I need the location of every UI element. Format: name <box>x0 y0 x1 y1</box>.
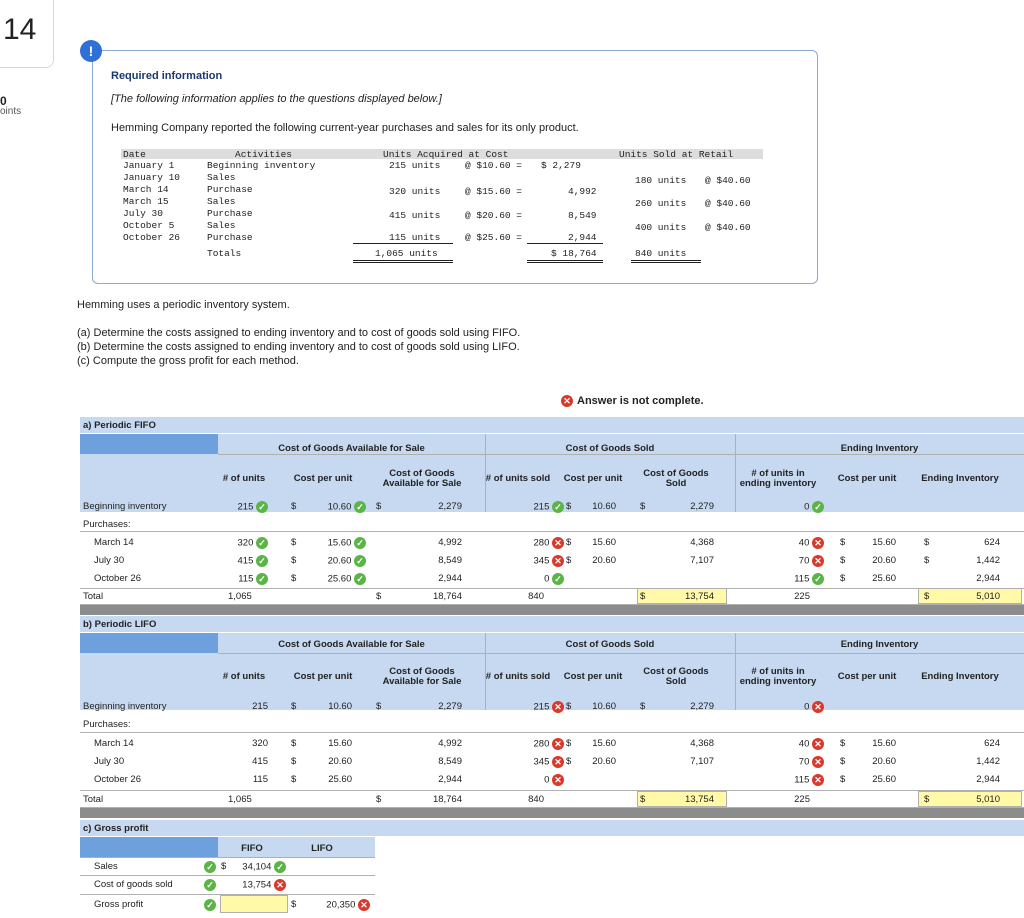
fifo-units[interactable]: 320 ✓ <box>228 537 268 549</box>
row-label-purchases: Purchases: <box>83 519 131 530</box>
col-units-sold: # of units sold <box>485 472 551 484</box>
row-label-total: Total <box>83 794 104 805</box>
fifo-sold[interactable]: 215 ✓ <box>516 501 564 513</box>
dollar-sign: $ <box>291 501 297 512</box>
row-units: 215 units <box>389 160 441 171</box>
section-divider <box>80 808 1024 818</box>
lifo-title: b) Periodic LIFO <box>83 619 157 630</box>
divider <box>218 653 1024 654</box>
dollar-sign: $ <box>640 794 646 805</box>
purchases-table <box>121 149 763 267</box>
row-total: 4,992 <box>568 186 597 197</box>
gross-cogs-fifo[interactable]: 13,754 ✕ <box>232 879 286 891</box>
col-units-sold: # of units sold <box>485 670 551 682</box>
lifo-total-einv: 5,010 <box>976 794 1000 805</box>
lifo-total-cogs: 13,754 <box>684 794 714 805</box>
lifo-end[interactable]: 70 ✕ <box>780 756 824 768</box>
row-activity: Beginning inventory <box>207 160 316 171</box>
lifo-cogs[interactable]: 7,107 <box>690 756 714 767</box>
divider <box>80 875 375 876</box>
instruction-system: Hemming uses a periodic inventory system. <box>77 299 290 311</box>
col-units: # of units <box>222 670 266 682</box>
dollar-sign: $ <box>566 756 572 767</box>
gross-col-fifo: FIFO <box>241 843 263 854</box>
fifo-end[interactable]: 70 ✕ <box>780 555 824 567</box>
fifo-scpu[interactable]: 10.60 <box>592 501 616 512</box>
lifo-sold[interactable]: 215 ✕ <box>516 701 564 713</box>
underline <box>353 243 453 244</box>
row-label-oct26: October 26 <box>94 573 141 584</box>
dollar-sign: $ <box>924 794 930 805</box>
fifo-sold[interactable]: 280 ✕ <box>516 537 564 549</box>
gross-title: c) Gross profit <box>83 823 149 834</box>
row-label-mar14: March 14 <box>94 537 134 548</box>
dollar-sign: $ <box>640 501 646 512</box>
hdr-acquired: Units Acquired at Cost <box>383 149 509 160</box>
dollar-sign: $ <box>291 738 297 749</box>
fifo-cogs[interactable]: 2,279 <box>690 501 714 512</box>
divider <box>80 732 1024 733</box>
lifo-end[interactable]: 0 ✕ <box>780 701 824 713</box>
gross-sales-fifo[interactable]: 34,104 ✓ <box>232 861 286 873</box>
dollar-sign: $ <box>291 899 297 910</box>
col-cost-per-unit: Cost per unit <box>563 670 623 682</box>
row-total: 2,944 <box>568 232 597 243</box>
row-label-jul30: July 30 <box>94 756 125 767</box>
fifo-sold[interactable]: 0 ✓ <box>516 573 564 585</box>
hdr-date: Date <box>123 149 146 160</box>
row-retail: @ $40.60 <box>705 175 751 186</box>
question-number: 14 <box>3 13 37 46</box>
gross-gp-lifo[interactable]: 20,350 ✕ <box>302 899 370 911</box>
totals-label: Totals <box>207 248 242 259</box>
fifo-ecpu[interactable]: 15.60 <box>872 537 896 548</box>
lifo-units[interactable]: 320 <box>252 738 268 749</box>
col-units: # of units <box>222 472 266 484</box>
dollar-sign: $ <box>924 591 930 602</box>
correct-icon: ✓ <box>204 879 216 891</box>
fifo-cpu[interactable]: 10.60 ✓ <box>306 501 366 513</box>
fifo-ecpu[interactable]: 20.60 <box>872 555 896 566</box>
dollar-sign: $ <box>924 555 930 566</box>
row-date: January 1 <box>123 160 175 171</box>
lifo-title-bar <box>80 616 1024 632</box>
divider <box>80 588 1024 589</box>
lifo-avail[interactable]: 2,944 <box>438 774 462 785</box>
col-ending-inventory: Ending Inventory <box>921 472 999 484</box>
dollar-sign: $ <box>566 738 572 749</box>
dollar-sign: $ <box>376 794 382 805</box>
fifo-units[interactable]: 115 ✓ <box>228 573 268 585</box>
row-activity: Purchase <box>207 184 253 195</box>
fifo-avail[interactable]: 2,279 <box>438 501 462 512</box>
totals-sold: 840 units <box>635 248 687 259</box>
row-label-jul30: July 30 <box>94 555 125 566</box>
dollar-sign: $ <box>840 756 846 767</box>
fifo-units[interactable]: 215 ✓ <box>228 501 268 513</box>
lifo-sold[interactable]: 280 ✕ <box>516 738 564 750</box>
lifo-units[interactable]: 215 <box>252 701 268 712</box>
lifo-total-sold: 840 <box>528 794 544 805</box>
incorrect-icon: ✕ <box>561 395 573 407</box>
hdr-activities: Activities <box>235 149 293 160</box>
fifo-cogs[interactable]: 7,107 <box>690 555 714 566</box>
dollar-sign: $ <box>291 756 297 767</box>
lifo-avail[interactable]: 8,549 <box>438 756 462 767</box>
instruction-a: (a) Determine the costs assigned to ending inventory and to cost of goods sold using FIFO. <box>77 327 521 339</box>
answer-status-banner <box>561 395 704 407</box>
fifo-units[interactable]: 415 ✓ <box>228 555 268 567</box>
row-units: 115 units <box>389 232 441 243</box>
required-info-box <box>92 50 818 284</box>
fifo-ecpu[interactable]: 25.60 <box>872 573 896 584</box>
fifo-total-cogs: 13,754 <box>684 591 714 602</box>
row-date: October 5 <box>123 220 175 231</box>
dollar-sign: $ <box>566 501 572 512</box>
points-label: oints <box>0 106 22 117</box>
fifo-sold[interactable]: 345 ✕ <box>516 555 564 567</box>
lifo-units[interactable]: 415 <box>252 756 268 767</box>
row-activity: Sales <box>207 220 236 231</box>
col-cost-per-unit: Cost per unit <box>563 472 623 484</box>
gross-col-lifo: LIFO <box>311 843 333 854</box>
fifo-total-end: 225 <box>794 591 810 602</box>
fifo-total-units: 1,065 <box>228 591 252 602</box>
lifo-total-avail: 18,764 <box>432 794 462 805</box>
dollar-sign: $ <box>291 537 297 548</box>
col-ending-inventory: Ending Inventory <box>921 670 999 682</box>
points-value: 0 <box>0 94 7 108</box>
dollar-sign: $ <box>376 591 382 602</box>
gross-sales-label: Sales <box>94 861 118 872</box>
col-cogs: Cost of Goods Sold <box>643 665 709 687</box>
row-sold: 400 units <box>635 222 687 233</box>
correct-icon: ✓ <box>204 899 216 911</box>
correct-icon: ✓ <box>204 861 216 873</box>
dollar-sign: $ <box>640 701 646 712</box>
fifo-end[interactable]: 40 ✕ <box>780 537 824 549</box>
instruction-c: (c) Compute the gross profit for each method. <box>77 355 299 367</box>
row-retail: @ $40.60 <box>705 198 751 209</box>
alert-icon: ! <box>80 40 102 62</box>
instruction-b: (b) Determine the costs assigned to ending inventory and to cost of goods sold using LIFO. <box>77 341 520 353</box>
lifo-cogs[interactable]: 2,279 <box>690 701 714 712</box>
row-sold: 180 units <box>635 175 687 186</box>
totals-cost: $ 18,764 <box>551 248 597 259</box>
fifo-title: a) Periodic FIFO <box>83 420 156 431</box>
lifo-units[interactable]: 115 <box>252 774 268 785</box>
dollar-sign: $ <box>840 537 846 548</box>
dollar-sign: $ <box>924 537 930 548</box>
fifo-avail[interactable]: 2,944 <box>438 573 462 584</box>
row-activity: Purchase <box>207 208 253 219</box>
row-label-beginning: Beginning inventory <box>83 501 167 512</box>
row-date: January 10 <box>123 172 181 183</box>
col-cogs: Cost of Goods Sold <box>643 467 709 489</box>
double-underline <box>353 260 453 263</box>
fifo-cogs[interactable]: 4,368 <box>690 537 714 548</box>
row-date: March 14 <box>123 184 169 195</box>
col-cogafs: Cost of Goods Available for Sale <box>382 665 462 687</box>
dollar-sign: $ <box>640 591 646 602</box>
fifo-einv[interactable]: 624 <box>984 537 1000 548</box>
lifo-avail[interactable]: 2,279 <box>438 701 462 712</box>
row-label-beginning: Beginning inventory <box>83 701 167 712</box>
fifo-scpu[interactable]: 20.60 <box>592 555 616 566</box>
lifo-cpu[interactable]: 25.60 <box>328 774 352 785</box>
fifo-cpu[interactable]: 15.60 ✓ <box>306 537 366 549</box>
dollar-sign: $ <box>566 555 572 566</box>
fifo-einv[interactable]: 2,944 <box>976 573 1000 584</box>
lifo-group-sold: Cost of Goods Sold <box>565 639 655 650</box>
row-cost: @ $25.60 = <box>465 232 523 243</box>
dollar-sign: $ <box>840 738 846 749</box>
fifo-total-einv: 5,010 <box>976 591 1000 602</box>
totals-units: 1,065 units <box>375 248 438 259</box>
dollar-sign: $ <box>376 701 382 712</box>
question-number-box <box>0 0 54 68</box>
fifo-end[interactable]: 0 ✓ <box>780 501 824 513</box>
lifo-sold[interactable]: 0 ✕ <box>516 774 564 786</box>
lifo-cpu[interactable]: 20.60 <box>328 756 352 767</box>
row-total: 8,549 <box>568 210 597 221</box>
lifo-total-units: 1,065 <box>228 794 252 805</box>
row-label-total: Total <box>83 591 104 602</box>
lifo-cpu[interactable]: 10.60 <box>328 701 352 712</box>
col-units-ending: # of units in ending inventory <box>739 467 817 489</box>
lifo-ecpu[interactable]: 20.60 <box>872 756 896 767</box>
lifo-einv[interactable]: 1,442 <box>976 756 1000 767</box>
row-cost: @ $10.60 = <box>465 160 523 171</box>
fifo-total-sold: 840 <box>528 591 544 602</box>
fifo-einv[interactable]: 1,442 <box>976 555 1000 566</box>
lifo-einv[interactable]: 2,944 <box>976 774 1000 785</box>
underline <box>527 243 603 244</box>
divider <box>218 454 1024 455</box>
section-divider <box>80 605 1024 615</box>
worksheet <box>80 417 1024 918</box>
col-units-ending: # of units in ending inventory <box>739 665 817 687</box>
row-activity: Sales <box>207 172 236 183</box>
dollar-sign: $ <box>840 555 846 566</box>
divider <box>80 531 1024 532</box>
row-retail: @ $40.60 <box>705 222 751 233</box>
row-cost: @ $15.60 = <box>465 186 523 197</box>
lifo-total-end: 225 <box>794 794 810 805</box>
row-units: 415 units <box>389 210 441 221</box>
row-date: March 15 <box>123 196 169 207</box>
row-label-oct26: October 26 <box>94 774 141 785</box>
dollar-sign: $ <box>840 774 846 785</box>
lifo-end[interactable]: 40 ✕ <box>780 738 824 750</box>
gross-gp-fifo-cell[interactable] <box>220 895 288 913</box>
fifo-total-avail: 18,764 <box>432 591 462 602</box>
row-label-purchases: Purchases: <box>83 719 131 730</box>
fifo-end[interactable]: 115 ✓ <box>780 573 824 585</box>
col-cost-per-unit: Cost per unit <box>837 670 897 682</box>
lifo-einv[interactable]: 624 <box>984 738 1000 749</box>
gross-gp-label: Gross profit <box>94 899 144 910</box>
dollar-sign: $ <box>291 573 297 584</box>
dollar-sign: $ <box>566 537 572 548</box>
divider <box>80 790 1024 791</box>
col-cost-per-unit: Cost per unit <box>837 472 897 484</box>
fifo-avail[interactable]: 4,992 <box>438 537 462 548</box>
fifo-cpu[interactable]: 20.60 ✓ <box>306 555 366 567</box>
lifo-scpu[interactable]: 10.60 <box>592 701 616 712</box>
col-cost-per-unit: Cost per unit <box>293 670 353 682</box>
info-intro: Hemming Company reported the following current-year purchases and sales for its only product. <box>111 122 579 134</box>
fifo-avail[interactable]: 8,549 <box>438 555 462 566</box>
dollar-sign: $ <box>566 701 572 712</box>
dollar-sign: $ <box>376 501 382 512</box>
row-units: 320 units <box>389 186 441 197</box>
fifo-group-sold: Cost of Goods Sold <box>565 443 655 454</box>
row-total: $ 2,279 <box>541 160 581 171</box>
lifo-group-available: Cost of Goods Available for Sale <box>278 639 425 650</box>
gross-title-bar <box>80 820 1024 836</box>
lifo-cogs[interactable]: 4,368 <box>690 738 714 749</box>
fifo-scpu[interactable]: 15.60 <box>592 537 616 548</box>
fifo-title-bar <box>80 417 1024 433</box>
lifo-sold[interactable]: 345 ✕ <box>516 756 564 768</box>
row-activity: Sales <box>207 196 236 207</box>
info-title: Required information <box>111 70 223 82</box>
lifo-ecpu[interactable]: 25.60 <box>872 774 896 785</box>
lifo-end[interactable]: 115 ✕ <box>780 774 824 786</box>
dollar-sign: $ <box>840 573 846 584</box>
dollar-sign: $ <box>291 555 297 566</box>
lifo-scpu[interactable]: 15.60 <box>592 738 616 749</box>
col-cost-per-unit: Cost per unit <box>293 472 353 484</box>
fifo-group-ending: Ending Inventory <box>840 443 919 454</box>
lifo-scpu[interactable]: 20.60 <box>592 756 616 767</box>
col-cogafs: Cost of Goods Available for Sale <box>382 467 462 489</box>
row-label-mar14: March 14 <box>94 738 134 749</box>
lifo-avail[interactable]: 4,992 <box>438 738 462 749</box>
fifo-group-available: Cost of Goods Available for Sale <box>278 443 425 454</box>
info-subtitle: [The following information applies to the questions displayed below.] <box>111 93 442 105</box>
row-cost: @ $20.60 = <box>465 210 523 221</box>
answer-status-text: Answer is not complete. <box>577 395 704 407</box>
fifo-cpu[interactable]: 25.60 ✓ <box>306 573 366 585</box>
lifo-ecpu[interactable]: 15.60 <box>872 738 896 749</box>
lifo-group-ending: Ending Inventory <box>840 639 919 650</box>
double-underline <box>527 260 603 263</box>
dollar-sign: $ <box>291 701 297 712</box>
dollar-sign: $ <box>291 774 297 785</box>
row-date: October 26 <box>123 232 181 243</box>
divider <box>80 857 375 858</box>
hdr-sold: Units Sold at Retail <box>619 149 734 160</box>
lifo-cpu[interactable]: 15.60 <box>328 738 352 749</box>
row-date: July 30 <box>123 208 163 219</box>
row-sold: 260 units <box>635 198 687 209</box>
gross-cogs-label: Cost of goods sold <box>94 879 173 890</box>
row-activity: Purchase <box>207 232 253 243</box>
double-underline <box>631 260 701 263</box>
dollar-sign: $ <box>221 861 227 872</box>
